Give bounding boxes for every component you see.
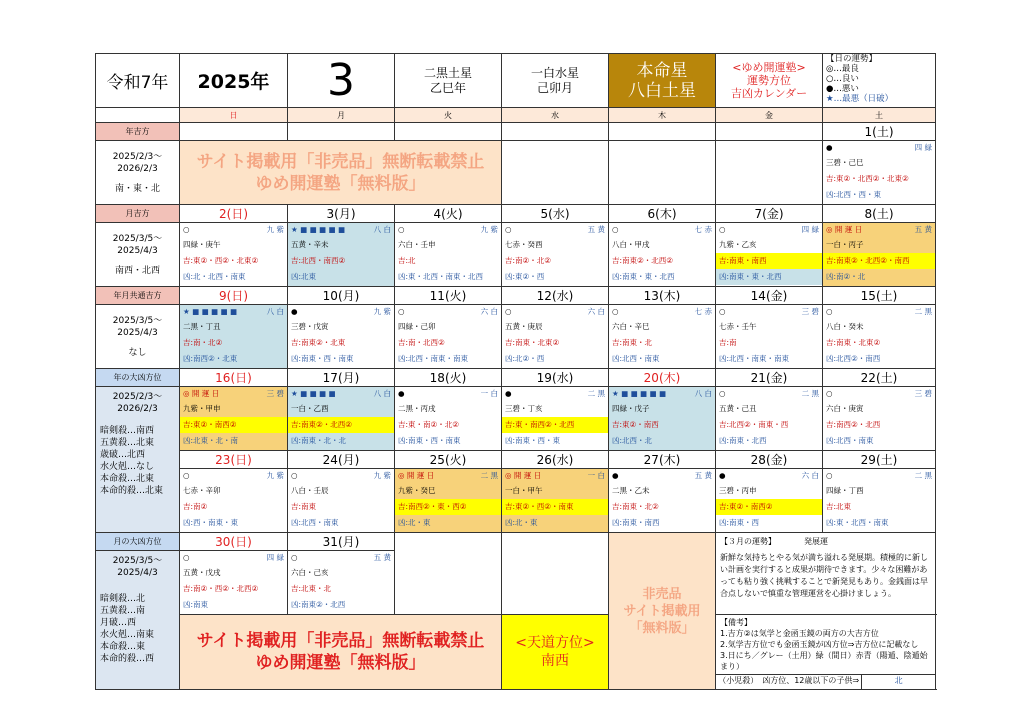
- week-5-dates: [96, 451, 936, 469]
- date-21: 21(金): [716, 369, 823, 387]
- day-19: ● 二 黒 三碧・丁亥 吉:東・南西②・北西 凶:南東・西・東: [502, 387, 609, 451]
- day-17: ★ ■ ■ ■ ■ 八 白 一白・乙酉 吉:南東②・北西② 凶:南東・北・北: [288, 387, 395, 451]
- day-29: ○ 二 黒 四緑・丁酉 吉:北東 凶:東・北西・南東: [823, 469, 936, 533]
- weekday-sat: 土: [823, 108, 936, 123]
- date-22: 22(土): [823, 369, 936, 387]
- date-10: 10(月): [288, 287, 395, 305]
- notes-area: [716, 615, 936, 690]
- month: 3: [288, 54, 395, 108]
- notes: 【備考】 1.吉方②は気学と金函玉鏡の両方の大吉方位 2.気学吉方位でも金函玉鏡が凶方位⇒吉方位に記載なし 3.日にち／グレー（土用）緑（間日）赤青（陽遁、陰遁始まり）: [720, 618, 928, 671]
- year-star: 二黒土星 乙巳年: [395, 54, 502, 108]
- date-7: 7(金): [716, 205, 823, 223]
- date-19: 19(水): [502, 369, 609, 387]
- calendar: [95, 53, 935, 690]
- day-14: ○ 三 碧 七赤・壬午 吉:南 凶:北西・南東・南東: [716, 305, 823, 369]
- day-13: ○ 七 赤 六白・辛巳 吉:南東・北 凶:北西・南東: [609, 305, 716, 369]
- day-18: ● 一 白 二黒・丙戌 吉:東・南②・北② 凶:南東・西・南東: [395, 387, 502, 451]
- weekday-mon: 月: [288, 108, 395, 123]
- calendar-title: <ゆめ開運塾> 運勢方位 吉凶カレンダー: [716, 54, 823, 108]
- day-15: ○ 二 黒 八白・癸未 吉:南東・北東② 凶:北西②・南西: [823, 305, 936, 369]
- day-22: ○ 三 碧 六白・庚寅 吉:南西②・北西 凶:北西・南東: [823, 387, 936, 451]
- date-18: 18(火): [395, 369, 502, 387]
- honmei-star: 本命星 八白土星: [609, 54, 716, 108]
- day-7: ○ 四 緑 九紫・乙亥 吉:南東・南西 凶:南東・東・北西: [716, 223, 823, 287]
- date-2: 2(日): [180, 205, 288, 223]
- weekday-row: [96, 108, 936, 123]
- date-9: 9(日): [180, 287, 288, 305]
- week-4-days: [96, 387, 936, 451]
- gekkippo-info: 2025/3/5～ 2025/4/3 南西・北西: [96, 223, 180, 287]
- day-28: ● 六 白 三碧・丙申 吉:東②・南西② 凶:南東・西: [716, 469, 823, 533]
- nen-daikyo-info: 2025/2/3～ 2026/2/3 暗剣殺…南西 五黄殺…北東 歳破…北西 水火剋…なし 本命殺…北東 本命的殺…北東: [96, 387, 180, 533]
- day-8: ◎ 開 運 日 五 黄 一白・丙子 吉:南東②・北西②・南西 凶:南②・北: [823, 223, 936, 287]
- section-common: 年月共通吉方: [96, 287, 180, 305]
- weekday-wed: 水: [502, 108, 609, 123]
- date-14: 14(金): [716, 287, 823, 305]
- week-3-dates: [96, 287, 936, 305]
- watermark-top: サイト掲載用「非売品」無断転載禁止 ゆめ開運塾「無料版」: [180, 141, 502, 205]
- section-nenkippo: 年吉方: [96, 123, 180, 141]
- day-5: ○ 五 黄 七赤・癸酉 吉:南②・北② 凶:東②・西: [502, 223, 609, 287]
- day-12: ○ 六 白 五黄・庚辰 吉:南東・北東② 凶:北②・西: [502, 305, 609, 369]
- day-21: ○ 二 黒 五黄・己丑 吉:北西②・南東・西 凶:南東・北西: [716, 387, 823, 451]
- date-23: 23(日): [180, 451, 288, 469]
- date-20: 20(木): [609, 369, 716, 387]
- day-11: ○ 六 白 四緑・己卯 吉:南・北西② 凶:北西・南東・南東: [395, 305, 502, 369]
- section-tsuki-daikyo: 月の大凶方位: [96, 533, 180, 551]
- kid-row: [716, 674, 935, 689]
- day-27: ● 五 黄 二黒・乙未 吉:南東・北② 凶:南東・南西: [609, 469, 716, 533]
- week-1-dates: [96, 123, 936, 141]
- section-gekkippo: 月吉方: [96, 205, 180, 223]
- day-25: ◎ 開 運 日 二 黒 九紫・癸巳 吉:南西②・東・西② 凶:北・東: [395, 469, 502, 533]
- footer-row: [96, 615, 936, 690]
- week-5-days: [96, 469, 936, 533]
- common-info: 2025/3/5～ 2025/4/3 なし: [96, 305, 180, 369]
- section-nen-daikyo: 年の大凶方位: [96, 369, 180, 387]
- weekday-thu: 木: [609, 108, 716, 123]
- date-27: 27(木): [609, 451, 716, 469]
- day-6: ○ 七 赤 八白・甲戌 吉:南東②・北西② 凶:南東・東・北西: [609, 223, 716, 287]
- nenkippo-info: 2025/2/3～ 2026/2/3 南・東・北: [96, 141, 180, 205]
- kid-direction: 北: [894, 676, 903, 685]
- date-26: 26(水): [502, 451, 609, 469]
- date-3: 3(月): [288, 205, 395, 223]
- date-17: 17(月): [288, 369, 395, 387]
- day-16: ◎ 開 運 日 三 碧 九紫・甲申 吉:東②・南西② 凶:北東・北・南: [180, 387, 288, 451]
- tsuki-daikyo-info: 2025/3/5～ 2025/4/3 暗剣殺…北 五黄殺…南 月破…西 水火剋…南東 本命殺…東 本命的殺…西: [96, 551, 180, 690]
- date-6: 6(木): [609, 205, 716, 223]
- date-16: 16(日): [180, 369, 288, 387]
- date-31: 31(月): [288, 533, 395, 551]
- day-9: ★ ■ ■ ■ ■ ■ 八 白 二黒・丁丑 吉:南・北② 凶:南西②・北東: [180, 305, 288, 369]
- day-24: ○ 九 紫 八白・壬辰 吉:南東 凶:北西・南東: [288, 469, 395, 533]
- watermark-side: 非売品 サイト掲載用 「無料版」: [609, 533, 716, 690]
- date-4: 4(火): [395, 205, 502, 223]
- day-23: ○ 九 紫 七赤・辛卯 吉:南② 凶:西・南東・東: [180, 469, 288, 533]
- date-5: 5(水): [502, 205, 609, 223]
- day-10: ● 九 紫 三碧・戊寅 吉:南東②・北東 凶:南東・西・南東: [288, 305, 395, 369]
- legend: 【日の運勢】 ◎…最良 ○…良い ●…悪い ★…最悪（日破）: [823, 54, 936, 108]
- year: 2025年: [180, 54, 288, 108]
- kid-label: （小児殺） 凶方位、12歳以下の子供⇒: [716, 675, 862, 689]
- weekday-sun: 日: [180, 108, 288, 123]
- day-4: ○ 九 紫 六白・壬申 吉:北 凶:東・北西・南東・北西: [395, 223, 502, 287]
- date-12: 12(水): [502, 287, 609, 305]
- week-2-dates: [96, 205, 936, 223]
- date-13: 13(木): [609, 287, 716, 305]
- day-31: ○ 五 黄 六白・己亥 吉:北東・北 凶:南東②・北西: [288, 551, 395, 615]
- date-28: 28(金): [716, 451, 823, 469]
- era: 令和7年: [96, 54, 180, 108]
- week-6-dates: [96, 533, 936, 551]
- week-2-days: [96, 223, 936, 287]
- tendo-direction: <天道方位> 南西: [502, 615, 609, 690]
- day-1: ● 四 緑 三碧・己巳 吉:東②・北西②・北東② 凶:北西・西・東: [823, 141, 936, 205]
- date-29: 29(土): [823, 451, 936, 469]
- week-3-days: [96, 305, 936, 369]
- date-25: 25(火): [395, 451, 502, 469]
- day-30: ○ 四 緑 五黄・戊戌 吉:南②・西②・北西② 凶:南東: [180, 551, 288, 615]
- weekday-fri: 金: [716, 108, 823, 123]
- header-row: [96, 54, 936, 108]
- week-1-days: [96, 141, 936, 205]
- day-2: ○ 九 紫 四緑・庚午 吉:東②・西②・北東② 凶:北・北西・南東: [180, 223, 288, 287]
- watermark-bottom: サイト掲載用「非売品」無断転載禁止 ゆめ開運塾「無料版」: [180, 615, 502, 690]
- date-30: 30(日): [180, 533, 288, 551]
- weekday-tue: 火: [395, 108, 502, 123]
- day-3: ★ ■ ■ ■ ■ ■ 八 白 五黄・辛未 吉:北西・南西② 凶:北東: [288, 223, 395, 287]
- date-15: 15(土): [823, 287, 936, 305]
- month-star: 一白水星 己卯月: [502, 54, 609, 108]
- date-24: 24(月): [288, 451, 395, 469]
- day-20: ★ ■ ■ ■ ■ ■ 八 白 四緑・戊子 吉:東②・南西 凶:北西・北: [609, 387, 716, 451]
- date-1: 1(土): [823, 123, 936, 141]
- day-26: ◎ 開 運 日 一 白 一白・甲午 吉:東②・西②・南東 凶:北・東: [502, 469, 609, 533]
- calendar-table: [95, 53, 936, 690]
- week-4-dates: [96, 369, 936, 387]
- monthly-fortune: 【３月の運勢】 発展運 新鮮な気持ちとやる気が満ち溢れる発展期。積極的に新しい計画を実行すると成果が期待できます。少々な困難があっても粘り強く挑戦することで新発見もあり。金銭面は早合点しないで慎重な管理運営を心掛けましょう。: [716, 533, 936, 615]
- date-11: 11(火): [395, 287, 502, 305]
- date-8: 8(土): [823, 205, 936, 223]
